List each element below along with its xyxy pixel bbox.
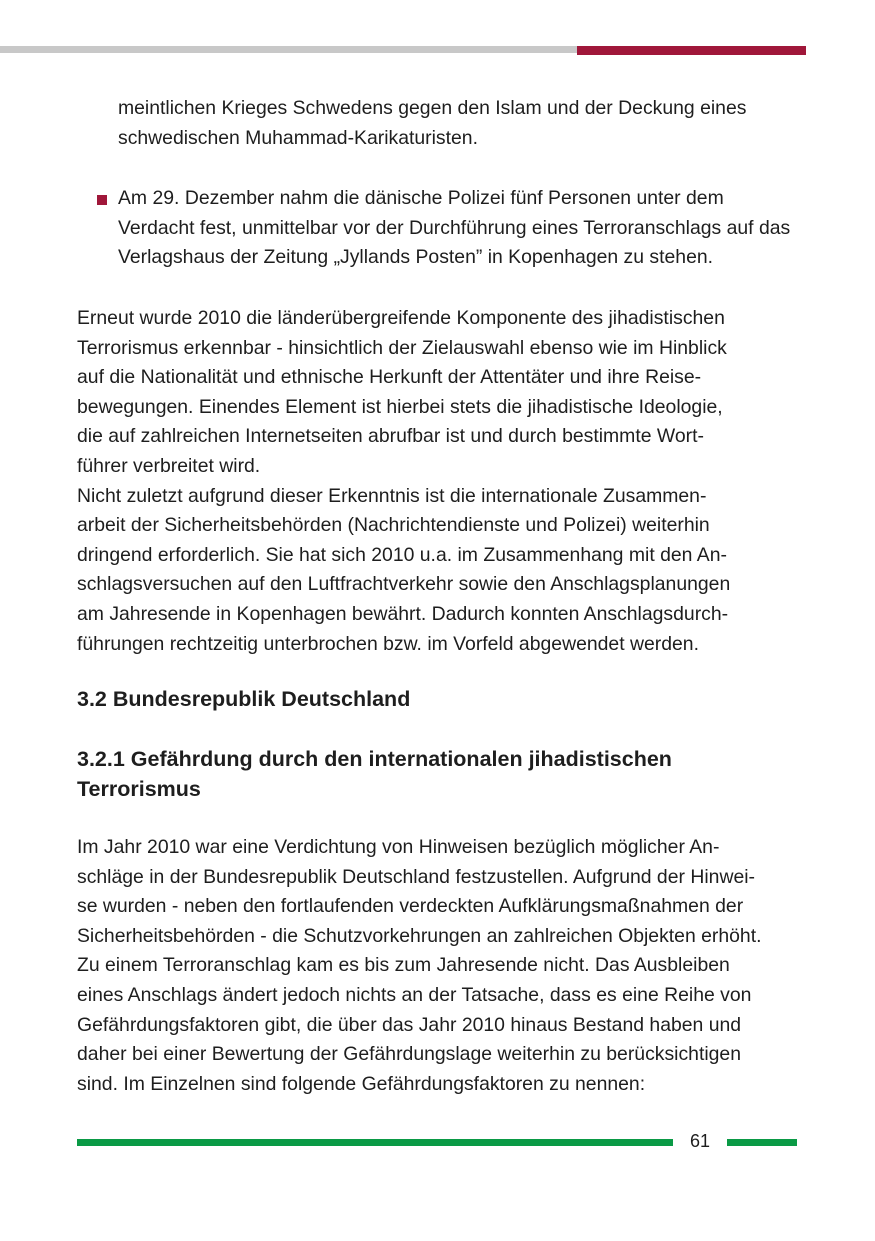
paragraph-2-line: schlagsversuchen auf den Luftfrachtverkehr sowie den Anschlagsplanungen xyxy=(77,573,731,596)
continuation-text: meintlichen Krieges Schwedens gegen den Islam und der Deckung eines schwedischen Muhammad-Karikaturisten. xyxy=(118,97,747,149)
paragraph-3-line: se wurden - neben den fortlaufenden verdeckten Aufklärungsmaßnahmen der xyxy=(77,895,744,918)
paragraph-1-line: auf die Nationalität und ethnische Herkunft der Attentäter und ihre Reise- xyxy=(77,366,702,389)
header-rule-gray xyxy=(0,46,577,53)
paragraph-2-line: dringend erforderlich. Sie hat sich 2010 u.a. im Zusammenhang mit den An- xyxy=(77,543,727,566)
page-number: 61 xyxy=(689,1131,711,1151)
subsection-heading xyxy=(77,744,805,804)
paragraph-2 xyxy=(77,482,805,660)
paragraph-1-line: bewegungen. Einendes Element ist hierbei stets die jihadistische Ideologie, xyxy=(77,395,723,418)
footer-rule-right xyxy=(727,1139,797,1146)
paragraph-2-line: Nicht zuletzt aufgrund dieser Erkenntnis ist die internationale Zusammen- xyxy=(77,484,707,507)
paragraph-1-line: Erneut wurde 2010 die länderübergreifende Komponente des jihadistischen xyxy=(77,306,725,329)
subsection-heading-line: 3.2.1 Gefährdung durch den internationalen jihadistischen xyxy=(77,747,672,772)
paragraph-2-line: am Jahresende in Kopenhagen bewährt. Dadurch konnten Anschlagsdurch- xyxy=(77,602,729,625)
paragraph-3-line: daher bei einer Bewertung der Gefährdungslage weiterhin zu berücksichtigen xyxy=(77,1043,741,1066)
paragraph-3-line: Im Jahr 2010 war eine Verdichtung von Hinweisen bezüglich möglicher An- xyxy=(77,836,720,859)
paragraph-3-line: Gefährdungsfaktoren gibt, die über das Jahr 2010 hinaus Bestand haben und xyxy=(77,1013,742,1036)
paragraph-1-line: Terrorismus erkennbar - hinsichtlich der Zielauswahl ebenso wie im Hinblick xyxy=(77,336,727,359)
paragraph-3-line: Zu einem Terroranschlag kam es bis zum Jahresende nicht. Das Ausbleiben xyxy=(77,954,730,977)
footer-rule-left xyxy=(77,1139,673,1146)
bullet-list-item xyxy=(77,184,805,273)
header-rule-red xyxy=(577,46,806,55)
section-heading: 3.2 Bundesrepublik Deutschland xyxy=(77,687,411,712)
paragraph-3-line: Sicherheitsbehörden - die Schutzvorkehrungen an zahlreichen Objekten erhöht. xyxy=(77,924,762,947)
paragraph-1-line: die auf zahlreichen Internetseiten abrufbar ist und durch bestimmte Wort- xyxy=(77,425,704,448)
paragraph-2-line: arbeit der Sicherheitsbehörden (Nachrichtendienste und Polizei) weiterhin xyxy=(77,514,710,537)
paragraph-1 xyxy=(77,304,805,482)
paragraph-2-line: führungen rechtzeitig unterbrochen bzw. im Vorfeld abgewendet werden. xyxy=(77,632,699,655)
paragraph-3 xyxy=(77,833,805,1099)
paragraph-3-line: sind. Im Einzelnen sind folgende Gefährdungsfaktoren zu nennen: xyxy=(77,1072,646,1095)
paragraph-3-line: schläge in der Bundesrepublik Deutschland festzustellen. Aufgrund der Hinwei- xyxy=(77,865,755,888)
square-bullet-icon xyxy=(97,195,107,205)
bullet-item-text: Am 29. Dezember nahm die dänische Polizei fünf Personen unter dem Verdacht fest, unmittelbar vor der Durchführung eines Terroranschlags auf das Verlagshaus der Zeitung „Jyllands Posten” in Kopenhagen zu stehen. xyxy=(118,187,791,269)
paragraph-3-line: eines Anschlags ändert jedoch nichts an der Tatsache, dass es eine Reihe von xyxy=(77,984,752,1007)
page-content xyxy=(77,94,805,1099)
subsection-heading-line: Terrorismus xyxy=(77,777,201,802)
paragraph-1-line: führer verbreitet wird. xyxy=(77,454,261,477)
